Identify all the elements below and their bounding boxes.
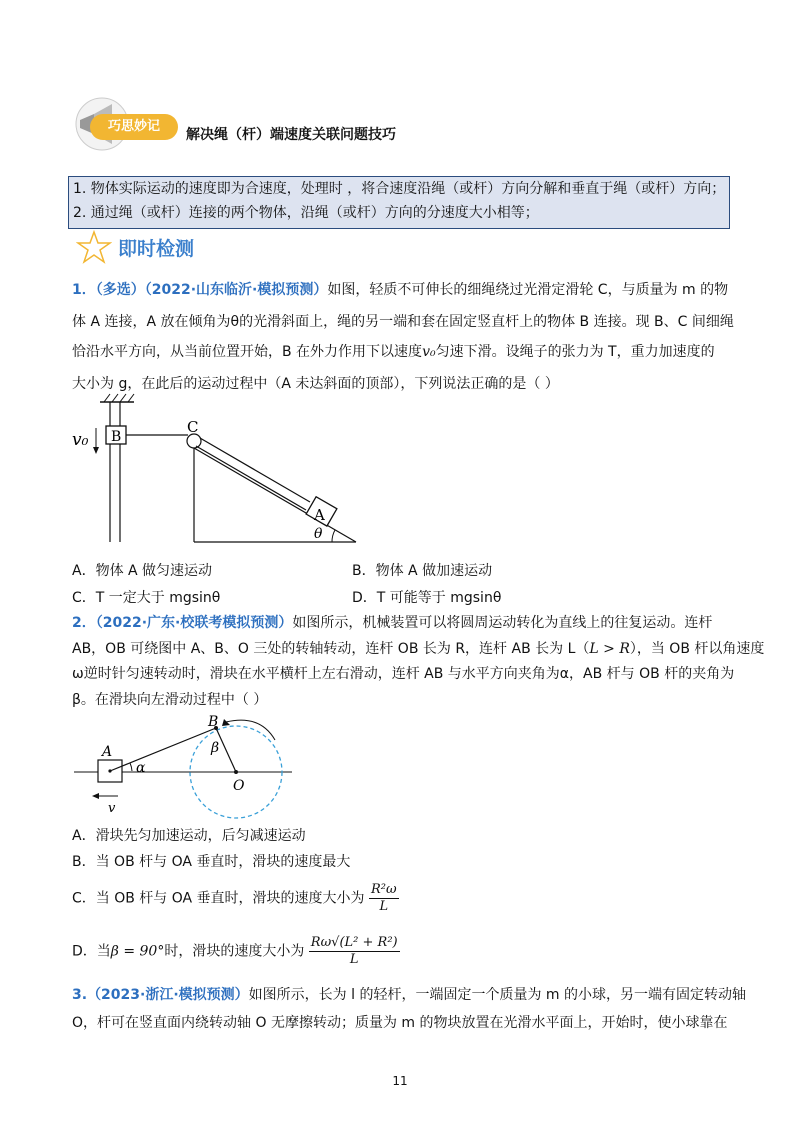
q1-option-D: D．T 可能等于 mgsinθ (352, 590, 502, 606)
tip-title: 解决绳（杆）端速度关联问题技巧 (186, 127, 396, 143)
q3-text-1: 如图所示，长为 l 的轻杆，一端固定一个质量为 m 的小球，另一端有固定转动轴 (248, 987, 746, 1003)
q2-D-middle: 时，滑块的速度大小为 (164, 943, 305, 960)
q1-option-B: B．物体 A 做加速运动 (352, 563, 493, 579)
q1-tag: （多选）（2022·山东临沂·模拟预测） (95, 282, 328, 298)
section-title: 即时检测 (118, 238, 195, 260)
note-box (68, 176, 730, 229)
q2-text-1: 如图所示，机械装置可以将圆周运动转化为直线上的往复运动。连杆 (292, 615, 713, 631)
tip-badge-label: 巧思妙记 (90, 114, 178, 140)
q2-option-D (72, 935, 400, 968)
q2-C-numerator: R²ω (371, 882, 397, 897)
q2-label-A: A (102, 744, 113, 760)
q2-D-denominator: L (349, 952, 359, 967)
tip-badge-group (72, 92, 172, 156)
q1-line-4: 大小为 g，在此后的运动过程中（A 未达斜面的顶部），下列说法正确的是（ ） (72, 376, 559, 392)
q2-D-condition: β = 90° (110, 943, 165, 960)
q2-line-1 (72, 613, 712, 633)
page-number: 11 (392, 1074, 408, 1088)
q2-option-B: B．当 OB 杆与 OA 垂直时，滑块的速度最大 (72, 854, 351, 870)
q3-tag: （2023·浙江·模拟预测） (87, 987, 249, 1003)
note-line-1: 1. 物体实际运动的速度即为合速度，处理时 ，将合速度沿绳（或杆）方向分解和垂直于绳（或杆）方向； (73, 181, 726, 197)
q1-text-3a: 恰沿水平方向，从当前位置开始，B 在外力作用下以速度 (72, 344, 423, 360)
note-line-2: 2. 通过绳（或杆）连接的两个物体，沿绳（或杆）方向的分速度大小相等； (73, 205, 539, 221)
q2-number: 2． (72, 615, 96, 631)
q2-tag: （2022·广东·校联考模拟预测） (95, 615, 293, 631)
q1-text-1: 如图，轻质不可伸长的细绳绕过光滑定滑轮 C，与质量为 m 的物 (327, 282, 729, 298)
q2-option-A: A．滑块先匀加速运动，后匀减速运动 (72, 828, 306, 844)
q1-option-A: A．物体 A 做匀速运动 (72, 563, 213, 579)
q1-text-3b: 匀速下滑。设绳子的张力为 T，重力加速度的 (435, 344, 715, 360)
q2-option-C (72, 882, 399, 915)
q2-line-4: β。在滑块向左滑动过程中（ ） (72, 692, 268, 708)
q1-option-C: C．T 一定大于 mgsinθ (72, 590, 221, 606)
q1-number: 1． (72, 282, 96, 298)
q2-label-alpha: α (136, 760, 146, 776)
q2-D-numerator: Rω√(L² + R²) (310, 935, 398, 950)
q3-line-1 (72, 985, 746, 1005)
q2-option-C-text: C．当 OB 杆与 OA 垂直时，滑块的速度大小为 (72, 890, 365, 907)
q2-label-v: v (108, 801, 116, 816)
q1-figure (70, 392, 360, 547)
q3-number: 3. (72, 987, 88, 1003)
q2-condition: L > R (589, 641, 630, 657)
q2-line-2 (72, 639, 764, 659)
q3-line-2: O，杆可在竖直面内绕转动轴 O 无摩擦转动；质量为 m 的物块放置在光滑水平面上，开始时，使小球靠在 (72, 1015, 728, 1031)
q1-label-v0: v₀ (72, 430, 89, 450)
q1-v0: v₀ (422, 344, 436, 360)
q2-figure (70, 712, 300, 824)
q2-line-3: ω逆时针匀速转动时，滑块在水平横杆上左右滑动，连杆 AB 与水平方向夹角为α，AB 杆与 OB 杆的夹角为 (72, 666, 735, 682)
q2-D-prefix: D．当 (72, 943, 111, 960)
q1-line-3 (72, 342, 715, 362)
q2-label-O: O (233, 778, 245, 794)
q2-text-2b: ），当 OB 杆以角速度 (629, 641, 765, 657)
q1-label-theta: θ (314, 526, 323, 542)
q1-label-C: C (187, 418, 199, 436)
q2-text-2a: AB，OB 可绕图中 A、B、O 三处的转轴转动，连杆 OB 长为 R，连杆 AB 长为 L（ (72, 641, 590, 657)
q2-option-D-fraction (309, 935, 400, 968)
q2-C-denominator: L (379, 899, 389, 914)
q1-line-1 (72, 280, 728, 300)
q2-label-B: B (208, 714, 219, 730)
q1-label-B: B (111, 429, 122, 445)
q1-label-A: A (314, 506, 325, 524)
q2-option-C-fraction (369, 882, 399, 915)
q1-line-2: 体 A 连接，A 放在倾角为θ的光滑斜面上，绳的另一端和套在固定竖直杆上的物体 B 连接。现 B、C 间细绳 (72, 314, 734, 330)
star-icon (76, 230, 112, 264)
q2-label-beta: β (211, 740, 220, 756)
